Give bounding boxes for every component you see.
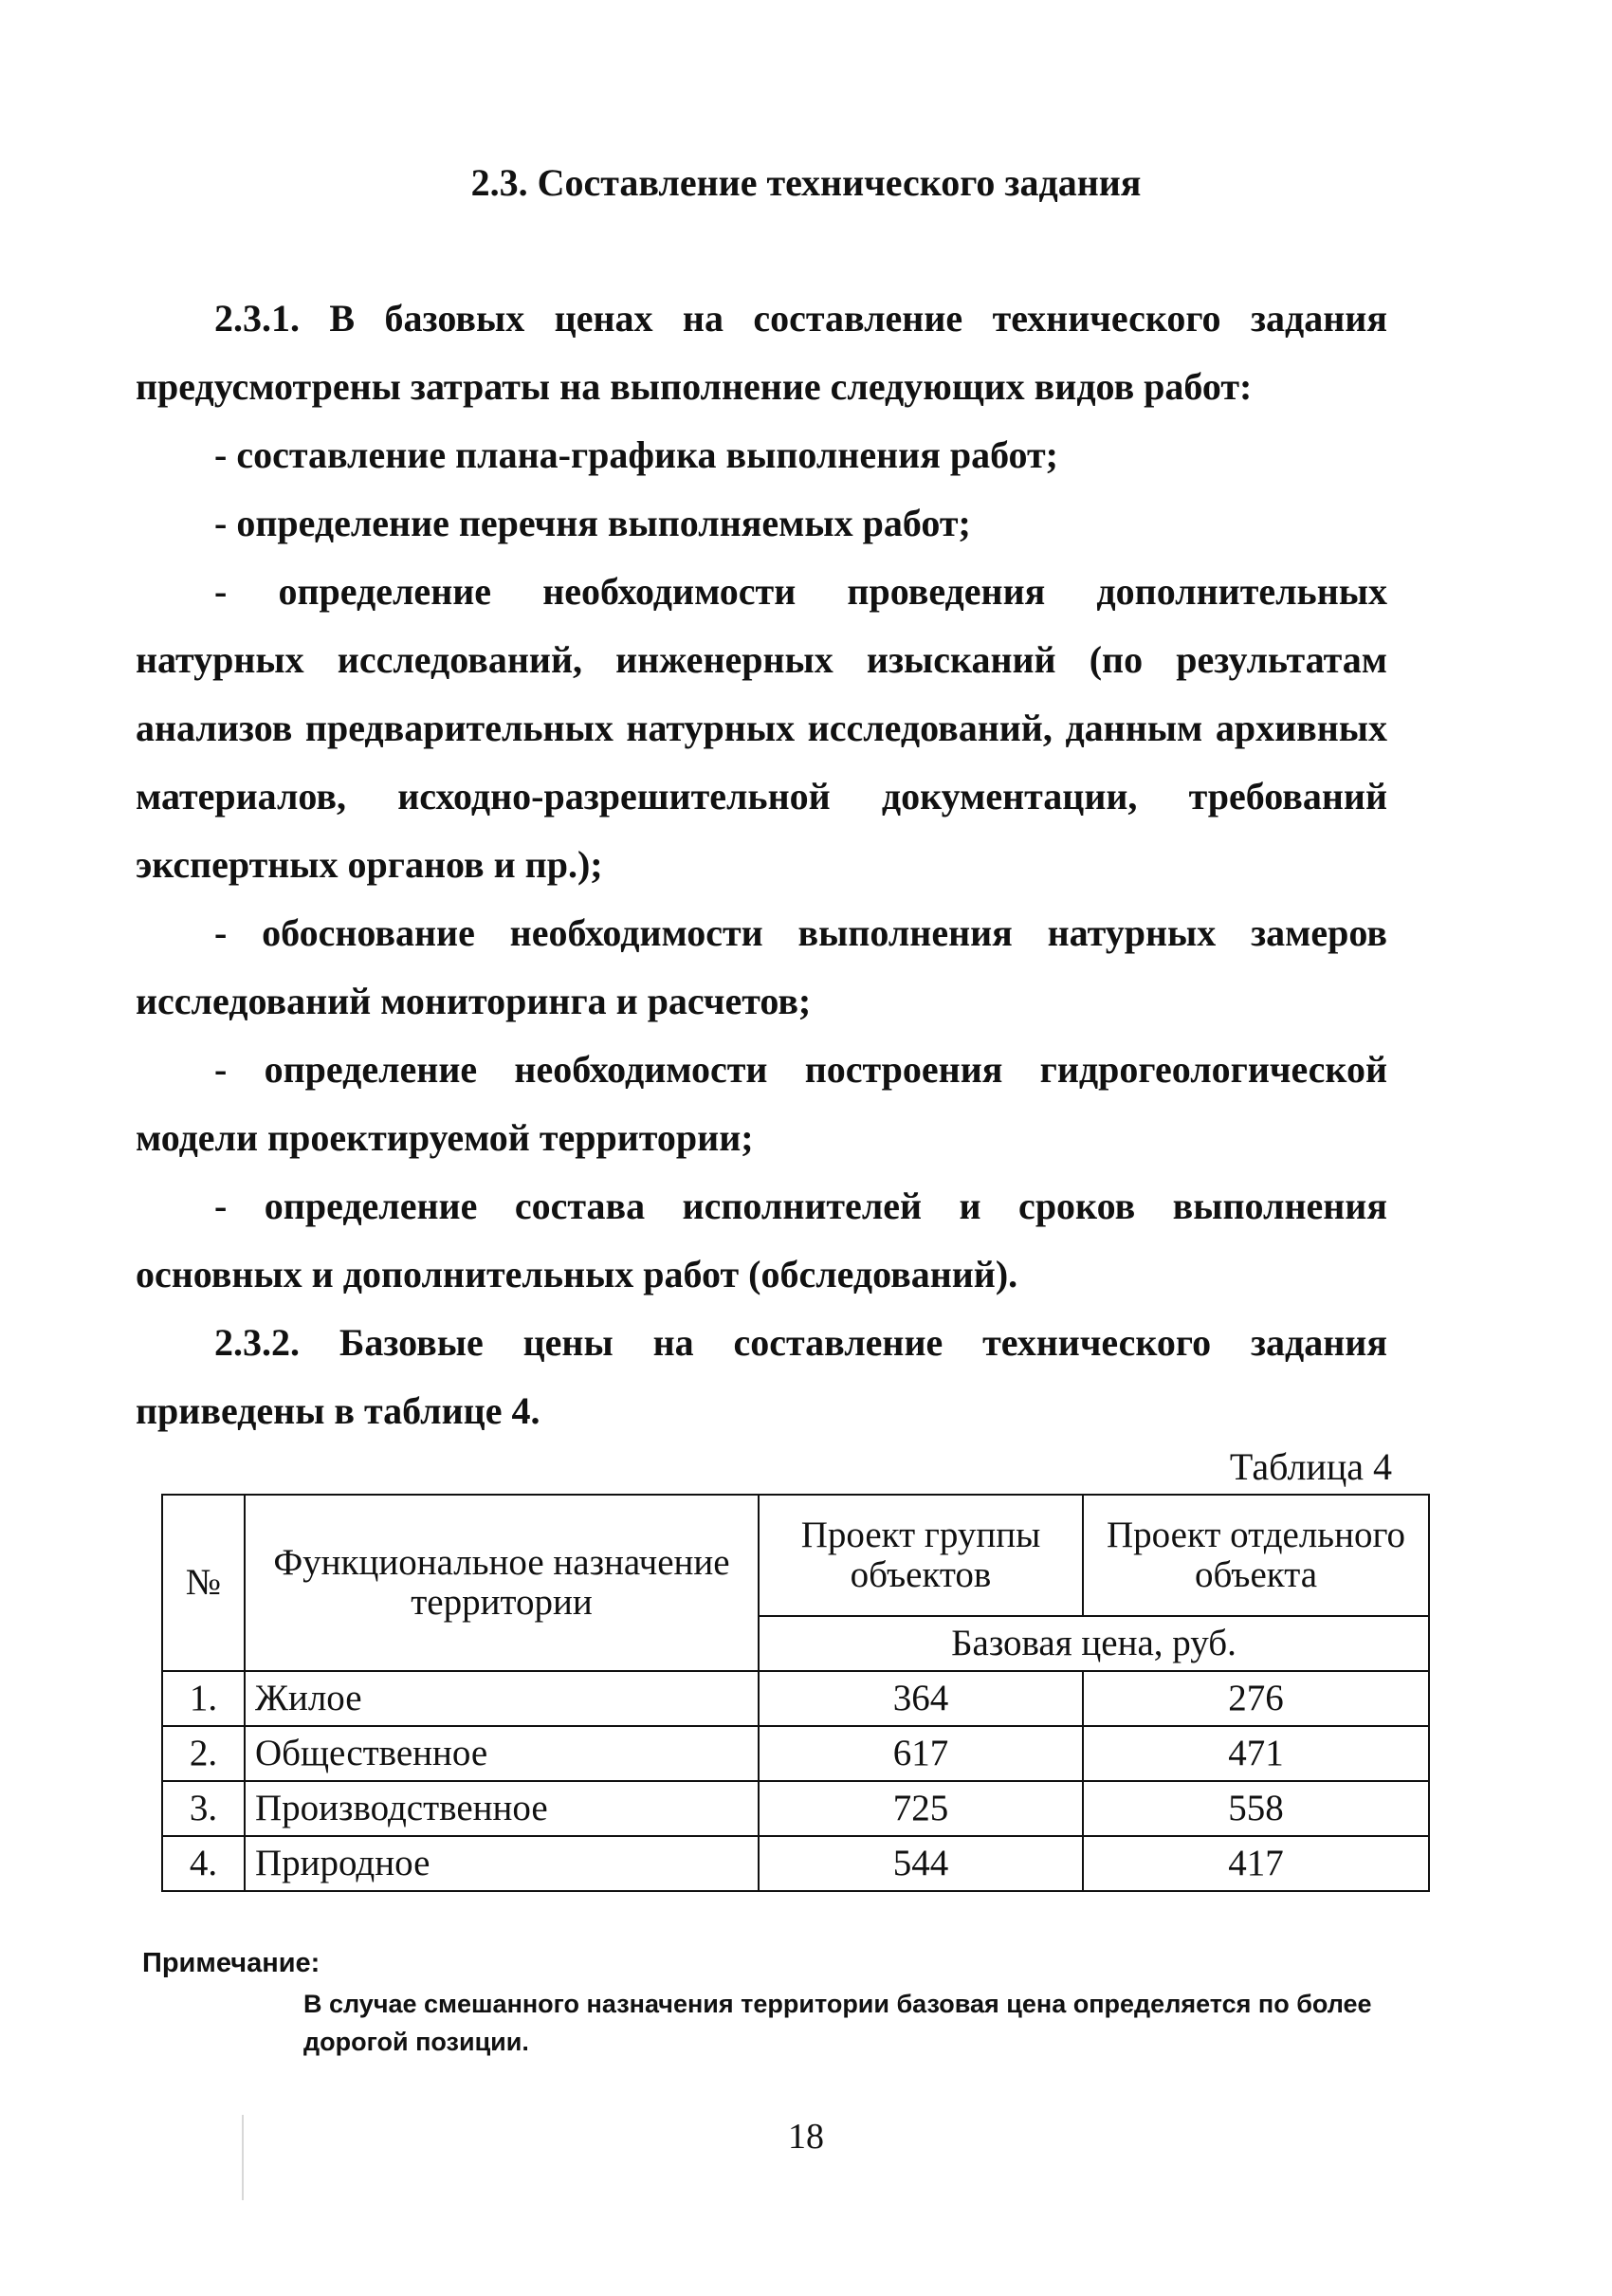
header-num: № <box>162 1495 245 1671</box>
row-purpose: Общественное <box>245 1726 759 1781</box>
header-single-project: Проект отдельного объекта <box>1083 1495 1429 1616</box>
paragraph-2-3-1: 2.3.1. В базовых ценах на составление технического задания предусмотрены затраты на выполнение следующих видов работ: <box>136 297 1387 408</box>
page-number: 18 <box>788 2117 824 2157</box>
row-num: 1. <box>162 1671 245 1726</box>
price-table <box>161 1494 1430 1892</box>
list-item-works-list: - определение перечня выполняемых работ; <box>214 502 971 544</box>
list-item-executors: - определение состава исполнителей и сроков выполнения основных и дополнительных работ (обследований). <box>136 1185 1387 1295</box>
list-item-hydro-model: - определение необходимости построения гидрогеологической модели проектируемой территории; <box>136 1048 1387 1159</box>
paragraph-2-3-2: 2.3.2. Базовые цены на составление технического задания приведены в таблице 4. <box>136 1321 1387 1432</box>
table-row <box>162 1836 1429 1891</box>
row-group-price: 617 <box>759 1726 1083 1781</box>
row-num: 4. <box>162 1836 245 1891</box>
row-group-price: 725 <box>759 1781 1083 1836</box>
row-num: 2. <box>162 1726 245 1781</box>
header-base-price: Базовая цена, руб. <box>759 1616 1429 1671</box>
list-item-justification: - обоснование необходимости выполнения натурных замеров исследований мониторинга и расчетов; <box>136 911 1387 1022</box>
table-row <box>162 1781 1429 1836</box>
table-header-row <box>162 1495 1429 1616</box>
note-text: В случае смешанного назначения территории базовая цена определяется по более дорогой позиции. <box>303 1990 1372 2056</box>
row-group-price: 364 <box>759 1671 1083 1726</box>
row-purpose: Производственное <box>245 1781 759 1836</box>
row-num: 3. <box>162 1781 245 1836</box>
list-item-schedule: - составление плана-графика выполнения работ; <box>214 433 1058 476</box>
list-item-additional-research: - определение необходимости проведения дополнительных натурных исследований, инженерных изысканий (по результатам анализов предварительных натурных исследований, данным архивных материалов, исходно-разрешительной документации, требований экспертных органов и пр.); <box>136 570 1387 886</box>
row-group-price: 544 <box>759 1836 1083 1891</box>
row-purpose: Природное <box>245 1836 759 1891</box>
row-single-price: 471 <box>1083 1726 1429 1781</box>
row-purpose: Жилое <box>245 1671 759 1726</box>
row-single-price: 276 <box>1083 1671 1429 1726</box>
note-label: Примечание: <box>142 1948 321 1978</box>
table-row <box>162 1726 1429 1781</box>
row-single-price: 417 <box>1083 1836 1429 1891</box>
table-row <box>162 1671 1429 1726</box>
body-text <box>136 285 1387 1445</box>
header-purpose: Функциональное назначение территории <box>245 1495 759 1671</box>
row-single-price: 558 <box>1083 1781 1429 1836</box>
table-caption: Таблица 4 <box>1229 1445 1392 1488</box>
section-heading: 2.3. Составление технического задания <box>470 161 1142 204</box>
header-group-project: Проект группы объектов <box>759 1495 1083 1616</box>
